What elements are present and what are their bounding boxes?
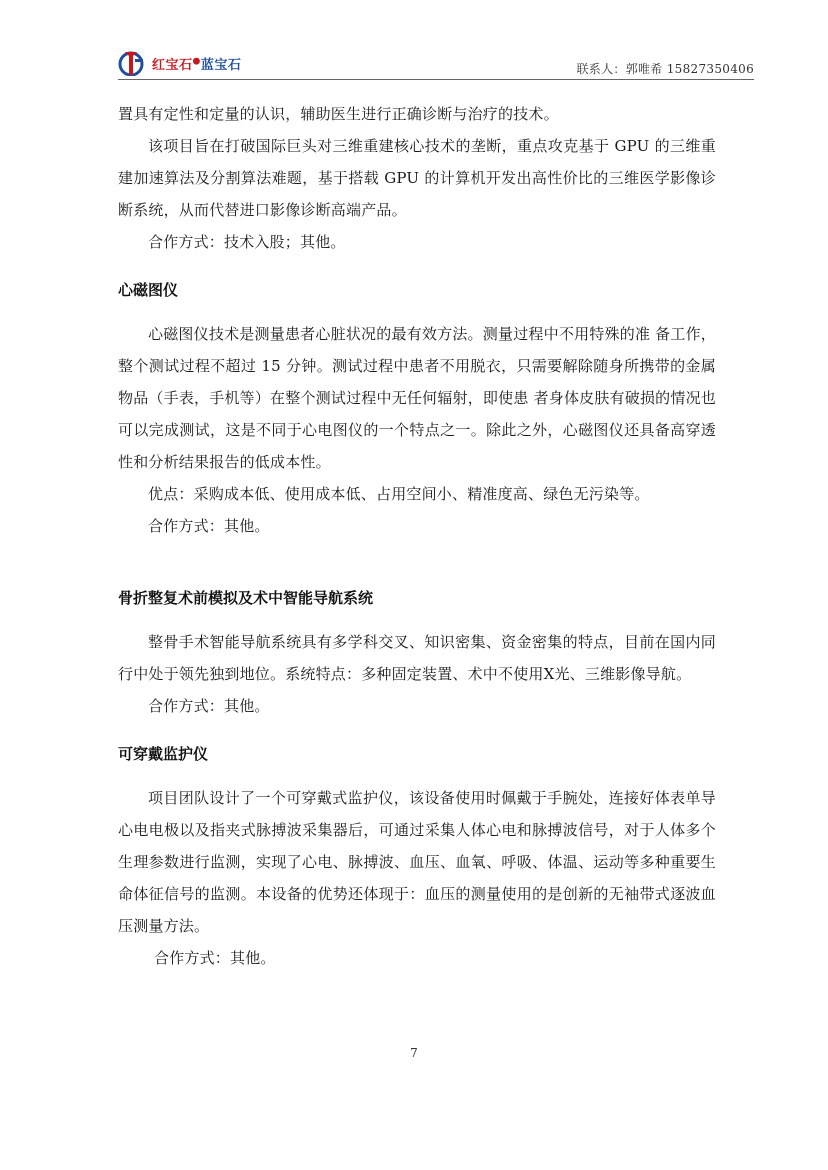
ortho-paragraph-1: 整骨手术智能导航系统具有多学科交叉、知识密集、资金密集的特点，目前在国内同行中处于领先独到地位。系统特点：多种固定装置、术中不使用X光、三维影像导航。 (118, 633, 716, 683)
intro-paragraph-2: 该项目旨在打破国际巨头对三维重建核心技术的垄断，重点攻克基于 GPU 的三维重建加速算法及分割算法难题，基于搭载 GPU 的计算机开发出高性价比的三维医学影像诊断系统，从而代替进口影像诊断高端产品。 (118, 137, 716, 219)
intro-paragraph-1: 置具有定性和定量的认识，辅助医生进行正确诊断与治疗的技术。 (118, 105, 559, 123)
section-title-mcg: 心磁图仪 (118, 281, 179, 299)
mcg-paragraph-2: 优点：采购成本低、使用成本低、占用空间小、精准度高、绿色无污染等。 (148, 485, 650, 503)
intro-cooperation: 合作方式：技术入股；其他。 (148, 233, 346, 251)
ruby-gem-icon (118, 50, 148, 76)
wearable-cooperation: 合作方式：其他。 (154, 949, 276, 967)
contact-info: 联系人：郭唯希 15827350406 (576, 62, 754, 76)
section-title-ortho: 骨折整复术前模拟及术中智能导航系统 (118, 589, 374, 607)
page-header (118, 48, 754, 80)
header-divider (118, 79, 754, 80)
company-logo (118, 50, 241, 76)
document-body (118, 98, 716, 974)
logo-dot: ● (192, 56, 201, 67)
section-title-wearable: 可穿戴监护仪 (118, 745, 209, 763)
page-number: 7 (410, 1046, 418, 1060)
logo-text-red: 红宝石 (152, 57, 193, 73)
wearable-paragraph-1: 项目团队设计了一个可穿戴式监护仪，该设备使用时佩戴于手腕处，连接好体表单导心电电极以及指夹式脉搏波采集器后，可通过采集人体心电和脉搏波信号，对于人体多个生理参数进行监测，实现了心电、脉搏波、血压、血氧、呼吸、体温、运动等多种重要生命体征信号的监测。本设备的优势还体现于：血压的测量使用的是创新的无袖带式逐波血压测量方法。 (118, 789, 716, 935)
ortho-cooperation: 合作方式：其他。 (148, 697, 270, 715)
logo-text-blue: 蓝宝石 (200, 57, 242, 73)
mcg-cooperation: 合作方式：其他。 (148, 517, 270, 535)
mcg-paragraph-1: 心磁图仪技术是测量患者心脏状况的最有效方法。测量过程中不用特殊的准 备工作，整个测试过程不超过 15 分钟。测试过程中患者不用脱衣，只需要解除随身所携带的金属物品（手表，手机等）在整个测试过程中无任何辐射，即使患 者身体皮肤有破损的情况也可以完成测试，这是不同于心电图仪的一个特点之一。除此之外，心磁图仪还具备高穿透性和分析结果报告的低成本性。 (118, 325, 716, 471)
logo-text (152, 54, 241, 73)
